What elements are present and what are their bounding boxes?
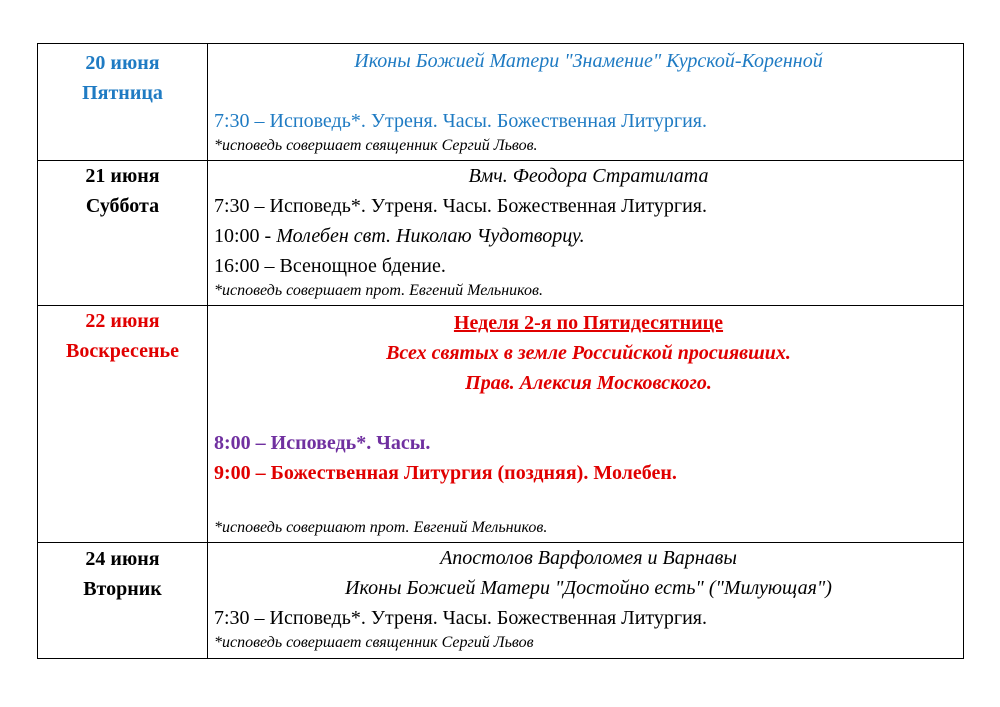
- date: 24 июня: [85, 548, 160, 570]
- confession-note: *исповедь совершает священник Сергий Львов.: [214, 137, 538, 154]
- service-line: 7:30 – Исповедь*. Утреня. Часы. Божественная Литургия.: [214, 110, 707, 132]
- date-cell: [38, 306, 208, 543]
- services-cell: [208, 161, 964, 306]
- date-cell: [38, 161, 208, 306]
- service-line: 16:00 – Всенощное бдение.: [214, 255, 446, 277]
- service-line: 7:30 – Исповедь*. Утреня. Часы. Божественная Литургия.: [214, 607, 707, 629]
- date-cell: [38, 44, 208, 161]
- feast-subtitle: Всех святых в земле Российской просиявших.: [386, 342, 791, 364]
- weekday: Вторник: [83, 578, 162, 600]
- service-line: 7:30 – Исповедь*. Утреня. Часы. Божественная Литургия.: [214, 195, 707, 217]
- date: 22 июня: [85, 310, 160, 332]
- services-cell: [208, 44, 964, 161]
- feast-subtitle: Иконы Божией Матери "Достойно есть" ("Милующая"): [345, 577, 832, 599]
- table-row: [38, 306, 964, 543]
- feast-subtitle: Прав. Алексия Московского.: [465, 372, 712, 394]
- confession-note: *исповедь совершает прот. Евгений Мельников.: [214, 282, 543, 299]
- date: 21 июня: [85, 165, 160, 187]
- service-time: 10:00 -: [214, 225, 277, 247]
- feast-title: Иконы Божией Матери "Знамение" Курской-Коренной: [354, 50, 823, 72]
- confession-note: *исповедь совершают прот. Евгений Мельников.: [214, 519, 548, 536]
- table-row: [38, 161, 964, 306]
- services-cell: [208, 543, 964, 659]
- feast-title: Апостолов Варфоломея и Варнавы: [440, 547, 737, 569]
- service-line: 9:00 – Божественная Литургия (поздняя). Молебен.: [214, 462, 677, 484]
- table-row: [38, 44, 964, 161]
- weekday: Пятница: [82, 82, 163, 104]
- service-text: Молебен свт. Николаю Чудотворцу.: [276, 225, 585, 247]
- services-cell: [208, 306, 964, 543]
- confession-note: *исповедь совершает священник Сергий Львов: [214, 634, 534, 651]
- date: 20 июня: [85, 52, 160, 74]
- weekday: Воскресенье: [66, 340, 179, 362]
- table-row: [38, 543, 964, 659]
- feast-title: Вмч. Феодора Стратилата: [468, 165, 709, 187]
- weekday: Суббота: [85, 195, 160, 217]
- feast-title: Неделя 2-я по Пятидесятнице: [453, 312, 724, 334]
- service-line: [214, 221, 963, 251]
- date-cell: [38, 543, 208, 659]
- service-line: 8:00 – Исповедь*. Часы.: [214, 432, 431, 454]
- schedule-table: [37, 43, 964, 659]
